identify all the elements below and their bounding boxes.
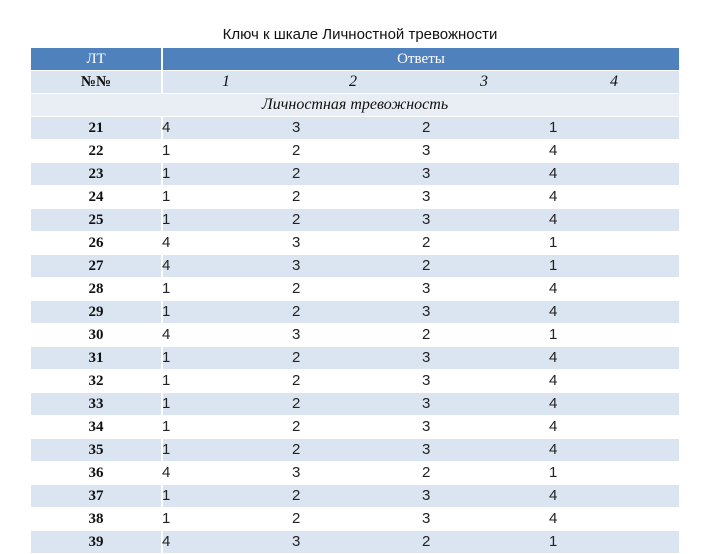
page-title: Ключ к шкале Личностной тревожности <box>222 26 498 43</box>
table-row <box>31 186 679 209</box>
score-cell-option-4: 1 <box>549 257 558 274</box>
item-number: 26 <box>88 235 104 251</box>
score-cell-option-3: 3 <box>422 211 431 228</box>
table-row <box>31 439 679 462</box>
score-cell-option-4: 4 <box>549 303 558 320</box>
score-cell-option-2: 2 <box>292 441 301 458</box>
score-cell-option-1: 4 <box>162 464 171 481</box>
score-cell-option-2: 2 <box>292 280 301 297</box>
score-cell-option-4: 4 <box>549 165 558 182</box>
score-cell-option-3: 3 <box>422 441 431 458</box>
subheader-divider <box>161 71 163 93</box>
table-row <box>31 324 679 347</box>
score-cell-option-3: 3 <box>422 487 431 504</box>
score-cell-option-3: 2 <box>422 464 431 481</box>
score-cell-option-1: 1 <box>162 441 171 458</box>
score-cell-option-1: 4 <box>162 234 171 251</box>
score-cell-option-2: 2 <box>292 372 301 389</box>
score-cell-option-2: 3 <box>292 533 301 550</box>
score-cell-option-2: 2 <box>292 487 301 504</box>
table-row <box>31 278 679 301</box>
table-row <box>31 140 679 163</box>
score-cell-option-1: 1 <box>162 303 171 320</box>
score-cell-option-2: 3 <box>292 257 301 274</box>
answer-option-2: 2 <box>349 73 357 90</box>
score-cell-option-3: 2 <box>422 234 431 251</box>
score-cell-option-1: 4 <box>162 119 171 136</box>
score-cell-option-3: 3 <box>422 418 431 435</box>
score-cell-option-2: 2 <box>292 165 301 182</box>
score-cell-option-1: 1 <box>162 395 171 412</box>
answer-option-4: 4 <box>610 73 618 90</box>
score-cell-option-3: 3 <box>422 349 431 366</box>
column-header-answers: Ответы <box>397 51 445 67</box>
score-cell-option-1: 1 <box>162 165 171 182</box>
score-cell-option-2: 2 <box>292 303 301 320</box>
table-row <box>31 531 679 554</box>
item-number: 24 <box>88 189 104 205</box>
item-number: 33 <box>88 396 104 412</box>
score-cell-option-1: 1 <box>162 372 171 389</box>
item-number: 30 <box>88 327 104 343</box>
answer-options-row <box>31 71 679 94</box>
item-number: 28 <box>88 281 104 297</box>
score-cell-option-3: 2 <box>422 119 431 136</box>
item-number: 27 <box>88 258 104 274</box>
scale-name: Личностная тревожность <box>261 96 449 113</box>
scale-name-row <box>31 94 679 117</box>
answer-key-table <box>31 48 679 554</box>
score-cell-option-1: 1 <box>162 280 171 297</box>
score-cell-option-2: 2 <box>292 211 301 228</box>
item-number: 37 <box>88 488 104 504</box>
score-cell-option-2: 3 <box>292 234 301 251</box>
item-number: 38 <box>88 511 104 527</box>
answer-option-3: 3 <box>480 73 488 90</box>
score-cell-option-4: 4 <box>549 510 558 527</box>
score-cell-option-4: 4 <box>549 349 558 366</box>
item-number: 29 <box>88 304 104 320</box>
score-cell-option-3: 3 <box>422 372 431 389</box>
score-cell-option-1: 4 <box>162 257 171 274</box>
score-cell-option-3: 3 <box>422 395 431 412</box>
score-cell-option-4: 4 <box>549 441 558 458</box>
item-number-header: №№ <box>80 74 112 90</box>
score-cell-option-2: 2 <box>292 510 301 527</box>
answer-option-1: 1 <box>222 73 230 90</box>
score-cell-option-4: 1 <box>549 326 558 343</box>
score-cell-option-3: 3 <box>422 165 431 182</box>
table-row <box>31 255 679 278</box>
item-number: 22 <box>88 143 104 159</box>
item-number: 25 <box>88 212 104 228</box>
table-row <box>31 232 679 255</box>
item-number: 39 <box>88 534 104 550</box>
score-cell-option-4: 4 <box>549 487 558 504</box>
table-row <box>31 462 679 485</box>
score-cell-option-4: 1 <box>549 533 558 550</box>
item-number: 31 <box>88 350 104 366</box>
score-cell-option-3: 3 <box>422 188 431 205</box>
item-number: 21 <box>88 120 104 136</box>
score-cell-option-2: 2 <box>292 418 301 435</box>
item-number: 35 <box>88 442 104 458</box>
score-cell-option-1: 1 <box>162 188 171 205</box>
score-cell-option-4: 4 <box>549 211 558 228</box>
score-cell-option-3: 2 <box>422 257 431 274</box>
table-row <box>31 301 679 324</box>
table-row <box>31 209 679 232</box>
score-cell-option-2: 2 <box>292 188 301 205</box>
score-cell-option-2: 3 <box>292 119 301 136</box>
score-cell-option-4: 4 <box>549 395 558 412</box>
score-cell-option-1: 1 <box>162 349 171 366</box>
table-body <box>31 117 679 554</box>
score-cell-option-2: 2 <box>292 349 301 366</box>
score-cell-option-3: 2 <box>422 533 431 550</box>
score-cell-option-4: 4 <box>549 372 558 389</box>
score-cell-option-1: 1 <box>162 418 171 435</box>
score-cell-option-2: 3 <box>292 464 301 481</box>
score-cell-option-3: 3 <box>422 510 431 527</box>
score-cell-option-4: 1 <box>549 119 558 136</box>
score-cell-option-4: 4 <box>549 418 558 435</box>
score-cell-option-1: 4 <box>162 326 171 343</box>
table-row <box>31 117 679 140</box>
score-cell-option-1: 4 <box>162 533 171 550</box>
score-cell-option-2: 2 <box>292 142 301 159</box>
column-header-lt: ЛТ <box>86 51 106 67</box>
score-cell-option-1: 1 <box>162 510 171 527</box>
table-row <box>31 347 679 370</box>
score-cell-option-3: 3 <box>422 142 431 159</box>
score-cell-option-4: 4 <box>549 188 558 205</box>
score-cell-option-4: 1 <box>549 464 558 481</box>
table-row <box>31 370 679 393</box>
table-row <box>31 416 679 439</box>
table-row <box>31 163 679 186</box>
score-cell-option-2: 3 <box>292 326 301 343</box>
table-row <box>31 485 679 508</box>
table-header-row <box>31 48 679 71</box>
item-number: 34 <box>88 419 104 435</box>
score-cell-option-4: 4 <box>549 142 558 159</box>
table-row <box>31 393 679 416</box>
score-cell-option-1: 1 <box>162 487 171 504</box>
item-number: 23 <box>88 166 104 182</box>
score-cell-option-1: 1 <box>162 142 171 159</box>
item-number: 36 <box>88 465 104 481</box>
score-cell-option-4: 1 <box>549 234 558 251</box>
score-cell-option-3: 3 <box>422 280 431 297</box>
score-cell-option-4: 4 <box>549 280 558 297</box>
score-cell-option-2: 2 <box>292 395 301 412</box>
score-cell-option-3: 3 <box>422 303 431 320</box>
score-cell-option-1: 1 <box>162 211 171 228</box>
item-number: 32 <box>88 373 104 389</box>
table-row <box>31 508 679 531</box>
score-cell-option-3: 2 <box>422 326 431 343</box>
